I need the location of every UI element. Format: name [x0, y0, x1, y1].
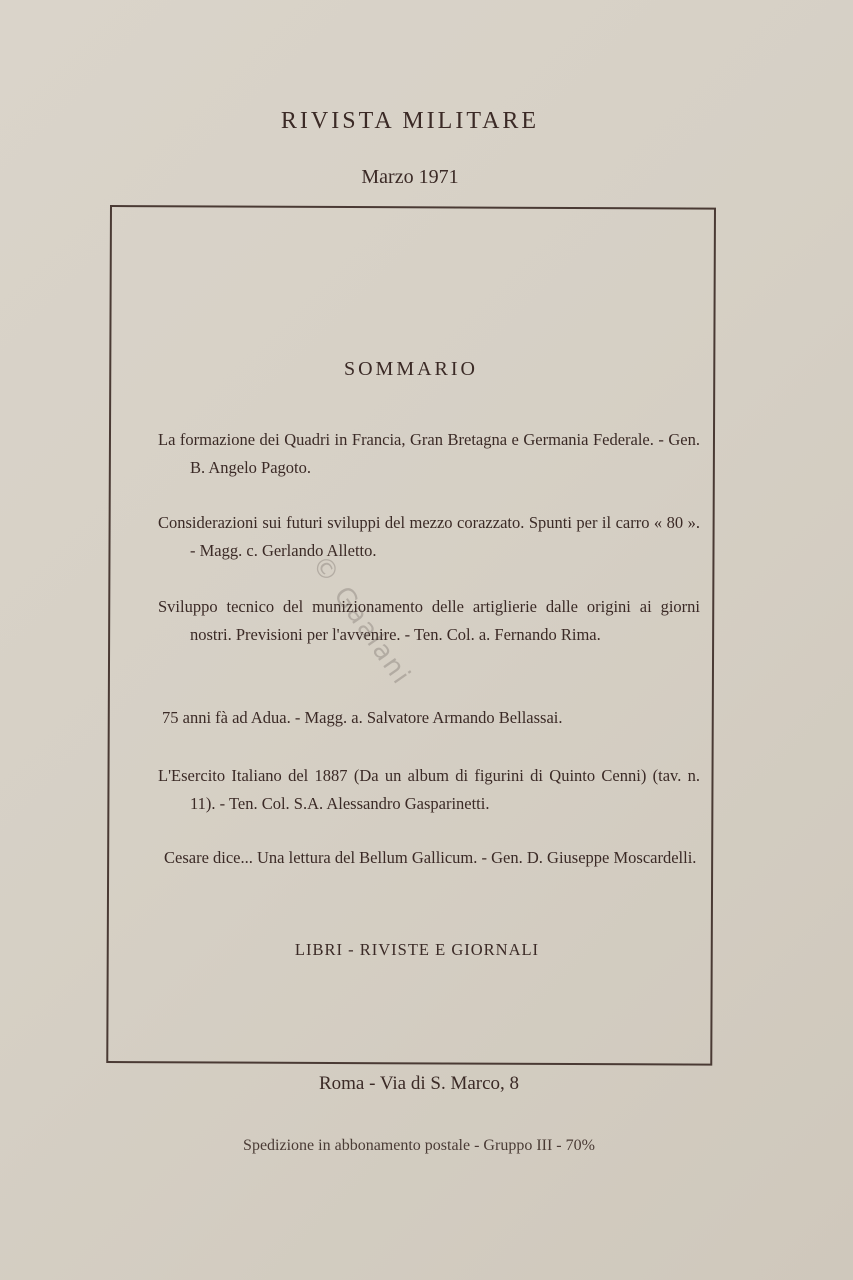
toc-entry: Sviluppo tecnico del munizionamento delle artiglierie dalle origini ai giorni nostri. Previsioni per l'avvenire. - Ten. Col. a. Fernando Rima.	[158, 597, 700, 644]
toc-entry: La formazione dei Quadri in Francia, Gran Bretagna e Germania Federale. - Gen. B. Angelo Pagoto.	[158, 430, 700, 477]
libri-section-title: LIBRI - RIVISTE E GIORNALI	[294, 940, 540, 959]
toc-entry: L'Esercito Italiano del 1887 (Da un album di figurini di Quinto Cenni) (tav. n. 11). - Ten. Col. S.A. Alessandro Gasparinetti.	[158, 766, 700, 813]
toc-entry: Cesare dice... Una lettura del Bellum Gallicum. - Gen. D. Giuseppe Moscardelli.	[164, 848, 697, 867]
postal-note: Spedizione in abbonamento postale - Gruppo III - 70%	[243, 1137, 595, 1154]
toc-entry: Considerazioni sui futuri sviluppi del mezzo corazzato. Spunti per il carro « 80 ». - Magg. c. Gerlando Alletto.	[158, 513, 700, 560]
journal-title: RIVISTA MILITARE	[280, 108, 540, 134]
issue-date: Marzo 1971	[361, 166, 459, 188]
toc-entry: 75 anni fà ad Adua. - Magg. a. Salvatore Armando Bellassai.	[162, 708, 563, 727]
watermark: © Gaalani	[305, 550, 417, 692]
publisher-address: Roma - Via di S. Marco, 8	[318, 1073, 520, 1094]
toc-heading: SOMMARIO	[343, 358, 479, 380]
